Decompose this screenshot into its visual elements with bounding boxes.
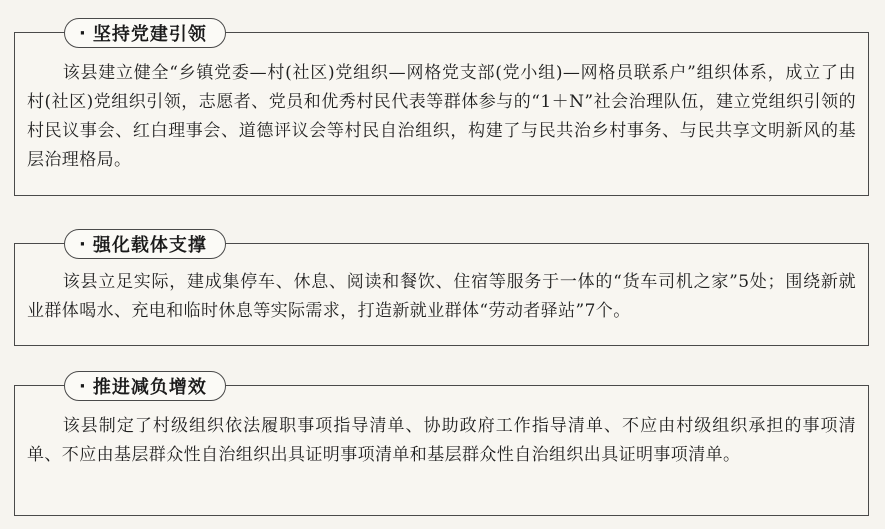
- section-paragraph: 该县制定了村级组织依法履职事项指导清单、协助政府工作指导清单、不应由村级组织承担的事项清单、不应由基层群众性自治组织出具证明事项清单和基层群众性自治组织出具证明事项清单。: [27, 416, 856, 465]
- section-heading: 强化载体支撑: [92, 235, 207, 256]
- section-body-box: [14, 385, 869, 516]
- bullet-dot-icon: ·: [79, 375, 87, 397]
- bullet-dot-icon: ·: [79, 22, 87, 44]
- section-paragraph: 该县立足实际，建成集停车、休息、阅读和餐饮、住宿等服务于一体的“货车司机之家”5处；围绕新就业群体喝水、充电和临时休息等实际需求，打造新就业群体“劳动者驿站”7个。: [27, 272, 856, 321]
- section-body-box: [14, 32, 869, 196]
- section-party-leadership: [14, 18, 869, 196]
- bullet-dot-icon: ·: [79, 233, 87, 255]
- section-heading: 推进减负增效: [92, 377, 207, 398]
- section-heading: 坚持党建引领: [92, 24, 207, 45]
- section-body-text: [27, 412, 856, 470]
- section-heading-tag: [64, 371, 226, 401]
- section-body-text: [27, 268, 856, 326]
- section-carrier-support: [14, 229, 869, 346]
- section-heading-tag: [64, 18, 226, 48]
- section-body-text: [27, 59, 856, 175]
- section-paragraph: 该县建立健全“乡镇党委—村(社区)党组织—网格党支部(党小组)—网格员联系户”组织体系，成立了由村(社区)党组织引领，志愿者、党员和优秀村民代表等群体参与的“1＋N”社会治理队伍，建立党组织引领的村民议事会、红白理事会、道德评议会等村民自治组织，构建了与民共治乡村事务、与民共享文明新风的基层治理格局。: [27, 63, 856, 170]
- section-heading-tag: [64, 229, 226, 259]
- section-burden-reduction: [14, 371, 869, 516]
